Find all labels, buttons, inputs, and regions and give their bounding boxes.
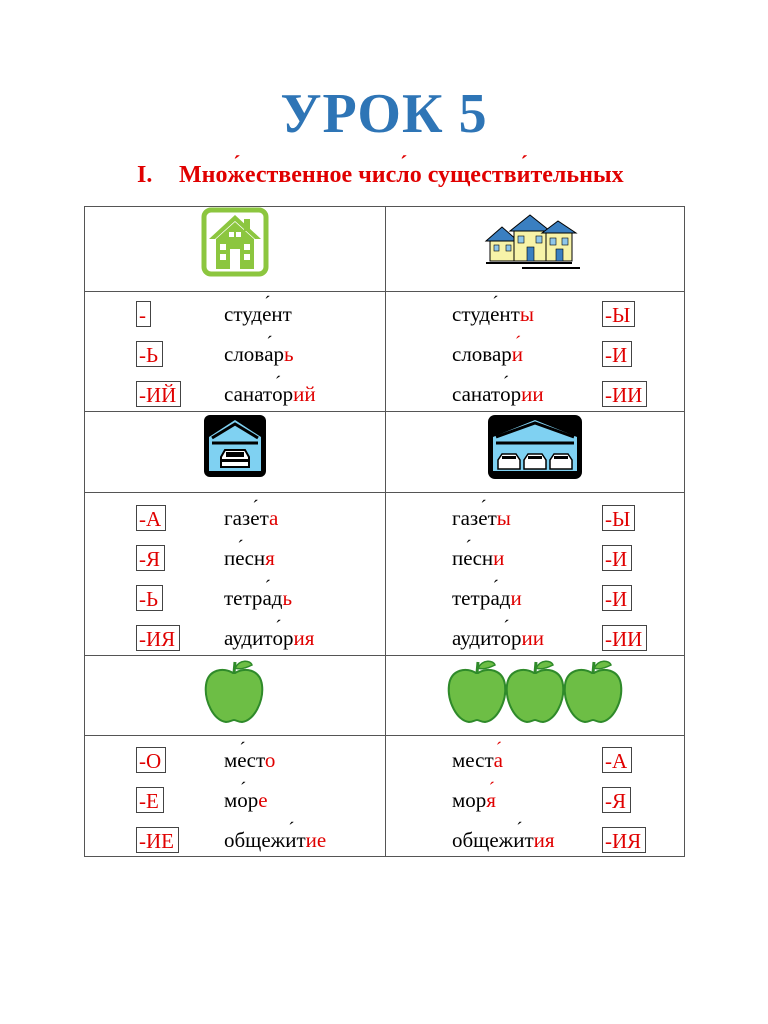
singular-word: [224, 749, 275, 771]
stressed-letter: и ´: [285, 829, 296, 851]
word-stem: словар: [452, 342, 512, 366]
stressed-letter: о ´: [500, 383, 511, 405]
stressed-letter: е ´: [235, 547, 244, 569]
stressed-letter: а ´: [490, 587, 499, 609]
word-stem: ст: [246, 748, 265, 772]
section-heading: [137, 162, 624, 189]
singular-ending-box: -ИЯ: [136, 625, 180, 651]
word-stem: газ: [224, 506, 251, 530]
singular-word: [224, 829, 326, 851]
word-ending: я: [265, 546, 275, 570]
singular-word: [224, 587, 292, 609]
stressed-letter: о ´: [273, 627, 284, 649]
singular-ending-box: -ИЕ: [136, 827, 179, 853]
plural-word: [452, 829, 555, 851]
word-stem: т: [524, 828, 534, 852]
word: [224, 302, 292, 326]
singular-ending-box: -Е: [136, 787, 164, 813]
word-stem: т: [259, 506, 269, 530]
singular-word: [224, 343, 294, 365]
stressed-letter: и ´: [512, 343, 523, 365]
singular-ending-box: -Я: [136, 545, 165, 571]
stressed-letter: е ´: [463, 547, 472, 569]
plural-ending-box: -И: [602, 545, 632, 571]
word-ending: ий: [293, 382, 316, 406]
word-ending: ь: [284, 342, 294, 366]
garage-one-car-icon: [204, 415, 266, 482]
word: [452, 506, 511, 530]
word-stem: санат: [452, 382, 501, 406]
plural-word: [452, 789, 496, 811]
section-number: I.: [137, 162, 153, 188]
word: [452, 626, 544, 650]
word-stem: слов: [224, 342, 265, 366]
word-stem: мест: [452, 748, 494, 772]
word-ending: е: [258, 788, 268, 812]
word-stem: м: [224, 748, 238, 772]
house-icon: [201, 207, 269, 282]
stressed-letter: о ´: [272, 383, 283, 405]
singular-ending-box: -Ь: [136, 585, 163, 611]
stressed-letter: и ´: [517, 162, 531, 189]
row-divider: [85, 411, 684, 412]
singular-ending-box: -ИЙ: [136, 381, 181, 407]
plural-word: [452, 749, 503, 771]
stressed-letter: и ´: [513, 829, 524, 851]
word-ending: ы: [496, 506, 511, 530]
stressed-letter: а ´: [264, 343, 273, 365]
word: [452, 828, 555, 852]
singular-word: [224, 383, 316, 405]
word-stem: мор: [452, 788, 487, 812]
word: [224, 506, 278, 530]
word-stem: тетр: [224, 586, 263, 610]
plural-ending-box: -А: [602, 747, 632, 773]
word-stem: аудит: [452, 626, 501, 650]
word-stem: сн: [472, 546, 494, 570]
singular-word: [224, 627, 314, 649]
word-ending: и: [493, 546, 505, 570]
word-ending: ия: [533, 828, 555, 852]
plural-word: [452, 547, 504, 569]
plural-word: [452, 303, 534, 325]
word: [224, 828, 326, 852]
word-stem: студ: [224, 302, 263, 326]
word: [224, 748, 275, 772]
word: [224, 342, 294, 366]
word-stem: нт: [499, 302, 520, 326]
plural-table: [84, 206, 685, 857]
three-apples-icon: [445, 659, 625, 730]
word-stem: общеж: [452, 828, 514, 852]
plural-word: [452, 383, 544, 405]
section-heading-part: тельных: [530, 162, 624, 188]
apple-icon: [202, 659, 266, 730]
word-stem: тетр: [452, 586, 491, 610]
singular-ending-box: -Ь: [136, 341, 163, 367]
word-stem: р: [247, 788, 259, 812]
section-heading-part: ественное чис: [244, 162, 397, 188]
singular-word: [224, 303, 292, 325]
garage-three-cars-icon: [488, 415, 582, 484]
word-stem: п: [452, 546, 464, 570]
word: [452, 302, 534, 326]
plural-ending-box: -И: [602, 341, 632, 367]
word-ending: ии: [521, 626, 545, 650]
stressed-letter: а ´: [494, 749, 503, 771]
word: [452, 586, 522, 610]
stressed-letter: я ´: [486, 789, 496, 811]
stressed-letter: ж ´: [227, 162, 244, 189]
word: [224, 626, 314, 650]
stressed-letter: е ´: [237, 749, 246, 771]
word-ending: ия: [293, 626, 315, 650]
plural-ending-box: -И: [602, 585, 632, 611]
word-stem: р: [273, 342, 285, 366]
page-title: УРОК 5: [280, 83, 488, 145]
plural-ending-box: -ИЯ: [602, 827, 646, 853]
word: [452, 342, 523, 366]
word-stem: нт: [271, 302, 292, 326]
plural-ending-box: -Ы: [602, 301, 635, 327]
row-divider: [85, 735, 684, 736]
word: [452, 748, 503, 772]
section-heading-part: о существ: [409, 162, 517, 188]
word-ending: ие: [305, 828, 327, 852]
word-stem: р: [511, 626, 522, 650]
row-divider: [85, 291, 684, 292]
stressed-letter: е ´: [250, 507, 259, 529]
stressed-letter: а ´: [262, 587, 271, 609]
word-ending: и: [510, 586, 522, 610]
word-stem: общеж: [224, 828, 286, 852]
word: [452, 788, 496, 812]
stressed-letter: л ´: [396, 162, 409, 189]
column-divider: [385, 207, 386, 856]
word-stem: д: [499, 586, 511, 610]
word-stem: р: [282, 382, 294, 406]
word-stem: санат: [224, 382, 273, 406]
word-stem: газ: [452, 506, 479, 530]
word-ending: а: [269, 506, 279, 530]
word-ending: ы: [519, 302, 534, 326]
plural-word: [452, 507, 511, 529]
word-stem: т: [296, 828, 306, 852]
word: [224, 788, 268, 812]
word: [452, 546, 504, 570]
singular-ending-box: -А: [136, 505, 166, 531]
section-heading-part: Мно: [179, 162, 228, 188]
word-stem: м: [224, 788, 238, 812]
plural-ending-box: -Ы: [602, 505, 635, 531]
word-ending: ь: [282, 586, 293, 610]
plural-word: [452, 587, 522, 609]
row-divider: [85, 655, 684, 656]
word-stem: р: [283, 626, 294, 650]
word-stem: р: [510, 382, 522, 406]
word-ending: о: [264, 748, 276, 772]
word-stem: студ: [452, 302, 491, 326]
plural-ending-box: -ИИ: [602, 625, 647, 651]
singular-word: [224, 507, 278, 529]
houses-icon: [482, 213, 588, 276]
singular-word: [224, 547, 275, 569]
stressed-letter: е ´: [478, 507, 487, 529]
plural-word: [452, 627, 544, 649]
singular-word: [224, 789, 268, 811]
word-stem: аудит: [224, 626, 273, 650]
stressed-letter: о ´: [501, 627, 512, 649]
stressed-letter: е ´: [490, 303, 499, 325]
plural-ending-box: -Я: [602, 787, 631, 813]
word-stem: п: [224, 546, 236, 570]
singular-ending-box: -: [136, 301, 151, 327]
word: [224, 382, 316, 406]
word-ending: ии: [521, 382, 544, 406]
stressed-letter: е ´: [262, 303, 271, 325]
word: [224, 546, 275, 570]
word: [224, 586, 292, 610]
row-divider: [85, 492, 684, 493]
plural-word: [452, 343, 523, 365]
word-stem: сн: [244, 546, 266, 570]
stressed-letter: о ´: [237, 789, 248, 811]
singular-ending-box: -О: [136, 747, 166, 773]
word-stem: д: [271, 586, 283, 610]
plural-ending-box: -ИИ: [602, 381, 647, 407]
word-stem: т: [487, 506, 497, 530]
word: [452, 382, 544, 406]
